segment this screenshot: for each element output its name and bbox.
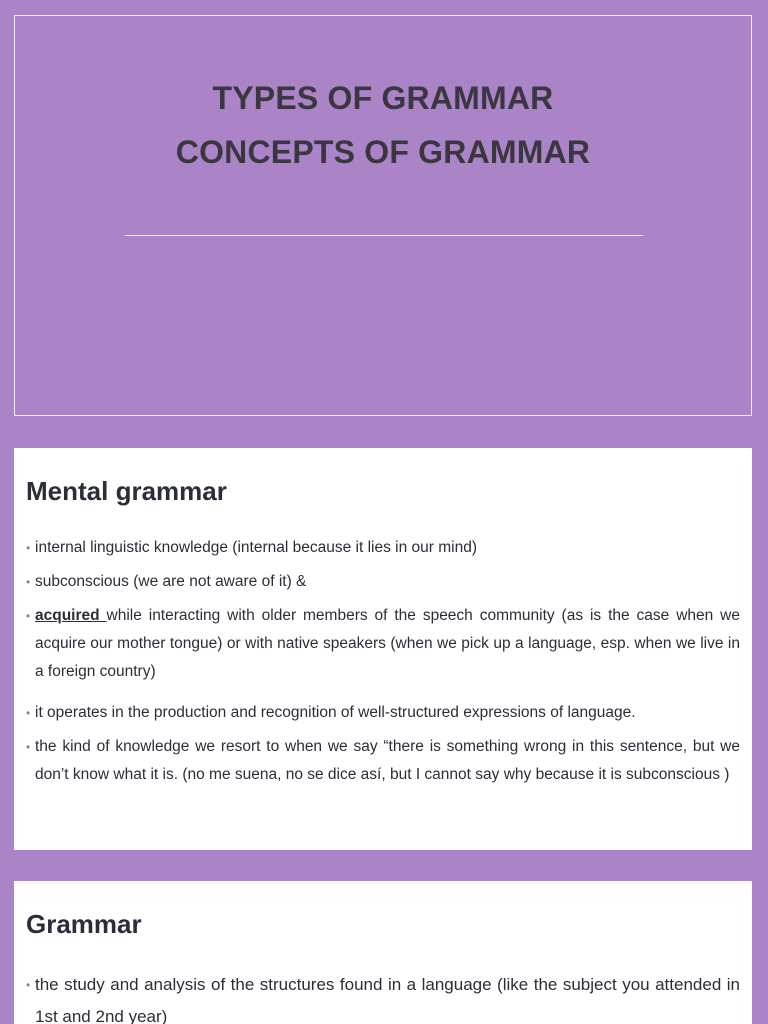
bullet-icon: • <box>26 541 31 555</box>
bullet-icon: • <box>26 575 31 589</box>
slide-mental-grammar <box>14 448 752 850</box>
bullet-icon: • <box>26 706 31 720</box>
bullet-text: while interacting with older members of the speech community (as is the case when we acquire our mother tongue) or with native speakers (when we pick up a language, esp. when we live in a foreign country) <box>35 607 740 680</box>
bullet-text: the study and analysis of the structures found in a language (like the subject you attended in 1st and 2nd year) <box>35 975 740 1024</box>
title-divider <box>125 235 643 236</box>
list-item <box>26 568 740 596</box>
bullet-icon: • <box>26 978 31 992</box>
title-slide <box>14 15 752 416</box>
slide-heading: Mental grammar <box>26 476 227 506</box>
bullet-text: subconscious (we are not aware of it) & <box>35 573 307 590</box>
bullet-icon: • <box>26 740 31 754</box>
bullet-text: the kind of knowledge we resort to when we say “there is something wrong in this sentence, but we don’t know what it is. (no me suena, no se dice así, but I cannot say why because it is subconscious ) <box>35 738 740 783</box>
list-item <box>26 534 740 562</box>
bullet-list <box>26 534 740 795</box>
bullet-text: internal linguistic knowledge (internal because it lies in our mind) <box>35 539 477 556</box>
slide-grammar <box>14 881 752 1024</box>
list-item <box>26 969 740 1024</box>
bullet-icon: • <box>26 609 31 623</box>
list-item <box>26 602 740 686</box>
title-line-1: TYPES OF GRAMMAR <box>212 80 554 116</box>
list-item <box>26 733 740 789</box>
list-item <box>26 699 740 727</box>
title-line-2: CONCEPTS OF GRAMMAR <box>175 134 591 170</box>
bullet-list <box>26 969 740 1024</box>
slide-heading: Grammar <box>26 909 142 939</box>
bullet-text: it operates in the production and recognition of well-structured expressions of language. <box>35 704 636 721</box>
emphasis-word: acquired <box>35 607 107 624</box>
